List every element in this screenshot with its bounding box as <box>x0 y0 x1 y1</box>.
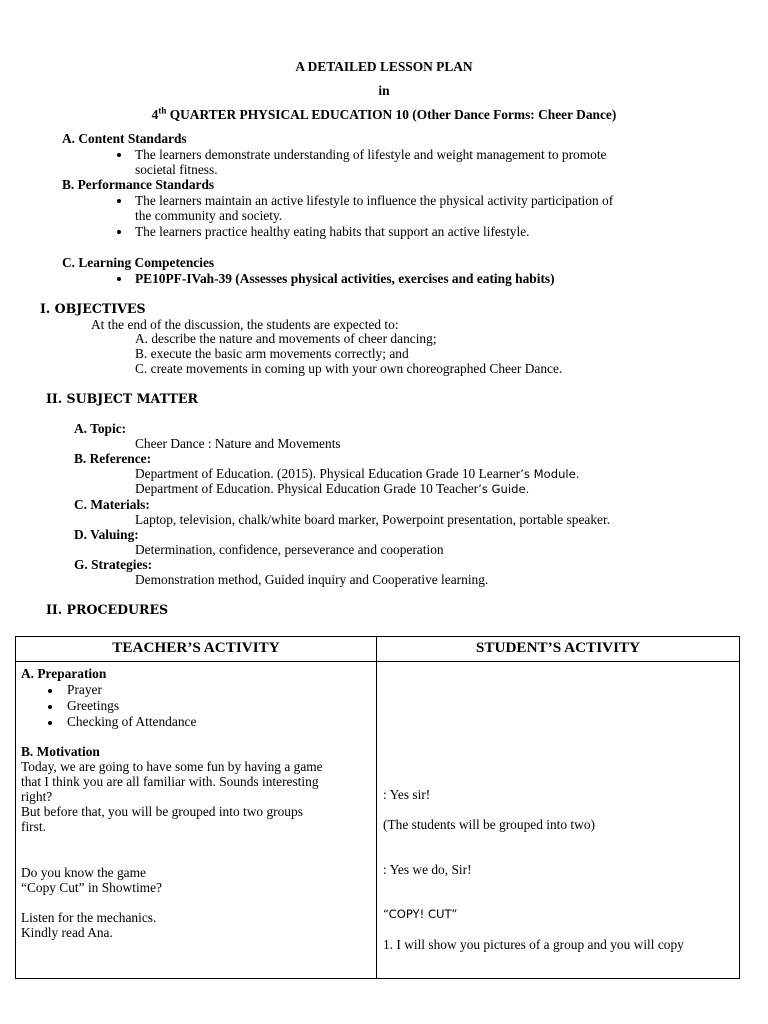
teacher-activity-cell <box>16 662 377 979</box>
objectives-intro: At the end of the discussion, the students are expected to: <box>91 317 399 332</box>
quarter-heading <box>0 107 768 122</box>
performance-standard-1-line-2: the community and society. <box>135 208 283 223</box>
teacher-activity-header: TEACHER’S ACTIVITY <box>16 637 377 662</box>
subject-matter-heading: II. SUBJECT MATTER <box>46 391 198 406</box>
reference-2-tail: ’s Guide. <box>478 482 530 496</box>
bullet-icon <box>48 705 52 709</box>
procedures-table <box>15 636 740 979</box>
objective-item-b: B. execute the basic arm movements correctly; and <box>135 346 409 361</box>
student-line: : Yes sir! <box>383 787 431 802</box>
valuing-label: D. Valuing: <box>74 527 139 542</box>
student-line: (The students will be grouped into two) <box>383 817 595 832</box>
student-activity-header: STUDENT’S ACTIVITY <box>377 637 740 662</box>
prep-item-greetings: Greetings <box>67 698 120 713</box>
performance-standard-1-line-1: The learners maintain an active lifestyle to influence the physical activity participation of <box>135 193 614 208</box>
learning-competencies-heading: C. Learning Competencies <box>62 255 215 270</box>
content-standard-line-2: societal fitness. <box>135 162 218 177</box>
teacher-line: right? <box>21 789 53 804</box>
performance-standard-2: The learners practice healthy eating habits that support an active lifestyle. <box>135 224 530 239</box>
bullet-icon <box>117 199 121 203</box>
teacher-line: Listen for the mechanics. <box>21 910 157 925</box>
materials-label: C. Materials: <box>74 497 150 512</box>
teacher-line: first. <box>21 819 46 834</box>
teacher-line: Today, we are going to have some fun by having a game <box>21 759 323 774</box>
student-line: 1. I will show you pictures of a group and you will copy <box>383 937 684 952</box>
objectives-heading: I. OBJECTIVES <box>40 301 146 316</box>
teacher-line: that I think you are all familiar with. Sounds interesting <box>21 774 319 789</box>
content-standards-heading: A. Content Standards <box>62 131 187 146</box>
bullet-icon <box>48 689 52 693</box>
objective-item-c: C. create movements in coming up with your own choreographed Cheer Dance. <box>135 361 563 376</box>
procedures-heading: II. PROCEDURES <box>46 602 169 617</box>
objective-item-a: A. describe the nature and movements of cheer dancing; <box>135 331 437 346</box>
content-standard-line-1: The learners demonstrate understanding of lifestyle and weight management to promote <box>135 147 607 162</box>
valuing-value: Determination, confidence, perseverance and cooperation <box>135 542 444 557</box>
quarter-heading-text: QUARTER PHYSICAL EDUCATION 10 (Other Dance Forms: Cheer Dance) <box>166 107 617 122</box>
topic-label: A. Topic: <box>74 421 127 436</box>
topic-value: Cheer Dance : Nature and Movements <box>135 436 341 451</box>
reference-1 <box>135 466 579 482</box>
student-activity-cell <box>377 662 740 979</box>
performance-standards-heading: B. Performance Standards <box>62 177 215 192</box>
teacher-line: Kindly read Ana. <box>21 925 113 940</box>
teacher-line: But before that, you will be grouped into two groups <box>21 804 303 819</box>
reference-2 <box>135 481 529 497</box>
student-line: : Yes we do, Sir! <box>383 862 472 877</box>
table-header-row <box>16 637 740 662</box>
bullet-icon <box>117 277 121 281</box>
reference-1-main: Department of Education. (2015). Physical Education Grade 10 Learner <box>135 466 521 481</box>
quarter-suffix: th <box>158 105 167 116</box>
bullet-icon <box>117 230 121 234</box>
teacher-line: Do you know the game <box>21 865 146 880</box>
prep-item-prayer: Prayer <box>67 682 102 697</box>
strategies-value: Demonstration method, Guided inquiry and Cooperative learning. <box>135 572 489 587</box>
bullet-icon <box>117 153 121 157</box>
motivation-heading: B. Motivation <box>21 744 100 759</box>
preparation-heading: A. Preparation <box>21 666 107 681</box>
reference-2-main: Department of Education. Physical Education Grade 10 Teacher <box>135 481 479 496</box>
competency-item: PE10PF-IVah-39 (Assesses physical activities, exercises and eating habits) <box>135 271 555 286</box>
document-title: A DETAILED LESSON PLAN <box>295 59 473 74</box>
document-subtitle-in: in <box>378 83 390 98</box>
prep-item-attendance: Checking of Attendance <box>67 714 197 729</box>
materials-value: Laptop, television, chalk/white board marker, Powerpoint presentation, portable speaker. <box>135 512 611 527</box>
strategies-label: G. Strategies: <box>74 557 153 572</box>
reference-1-tail: ’s Module. <box>520 467 580 481</box>
table-row <box>16 662 740 979</box>
student-line: “COPY! CUT” <box>383 907 458 921</box>
quarter-number: 4 <box>151 107 159 122</box>
reference-label: B. Reference: <box>74 451 152 466</box>
teacher-line: “Copy Cut” in Showtime? <box>21 880 162 895</box>
bullet-icon <box>48 721 52 725</box>
